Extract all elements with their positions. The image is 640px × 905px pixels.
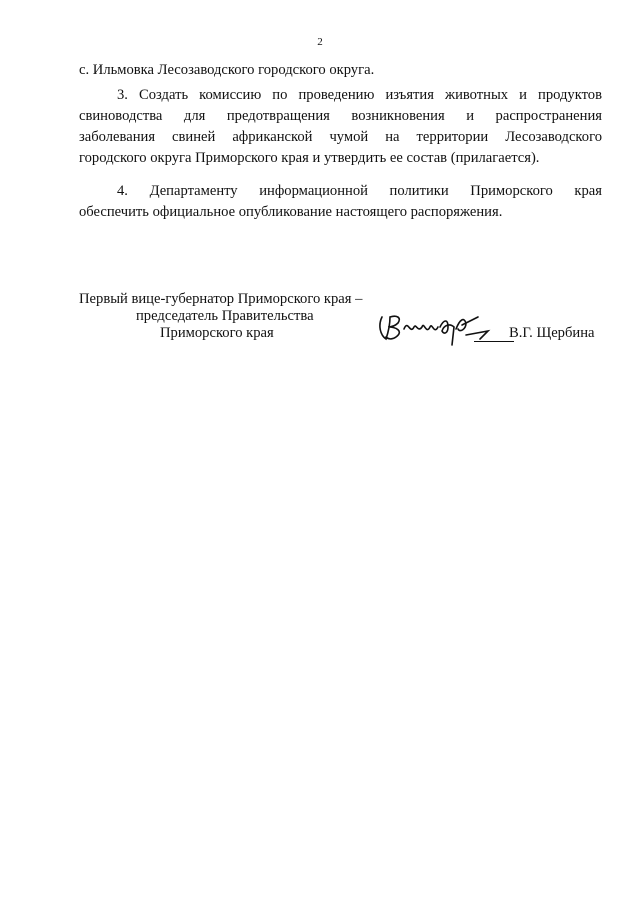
text-line: свиноводства для предотвращения возникновения и распространения xyxy=(79,108,602,124)
handwritten-signature xyxy=(374,305,494,349)
signatory-title-line-1: Первый вице-губернатор Приморского края – xyxy=(79,291,363,307)
signature-line xyxy=(474,341,514,342)
text-line: обеспечить официальное опубликование настоящего распоряжения. xyxy=(79,204,503,220)
text-line: 3. Создать комиссию по проведению изъятия животных и продуктов xyxy=(117,87,602,103)
text-line: 4. Департаменту информационной политики Приморского края xyxy=(117,183,602,199)
signatory-name: В.Г. Щербина xyxy=(509,325,595,341)
text-line: заболевания свиней африканской чумой на территории Лесозаводского xyxy=(79,129,602,145)
page-number: 2 xyxy=(317,36,323,48)
text-line: с. Ильмовка Лесозаводского городского округа. xyxy=(79,62,375,78)
text-line: городского округа Приморского края и утвердить ее состав (прилагается). xyxy=(79,150,540,166)
signature-block xyxy=(79,291,602,361)
signatory-title-line-3: Приморского края xyxy=(160,325,274,341)
paragraph-continuation xyxy=(79,60,602,81)
paragraph-item-4 xyxy=(79,181,602,223)
paragraph-item-3 xyxy=(79,85,602,169)
signatory-title-line-2: председатель Правительства xyxy=(136,308,314,324)
